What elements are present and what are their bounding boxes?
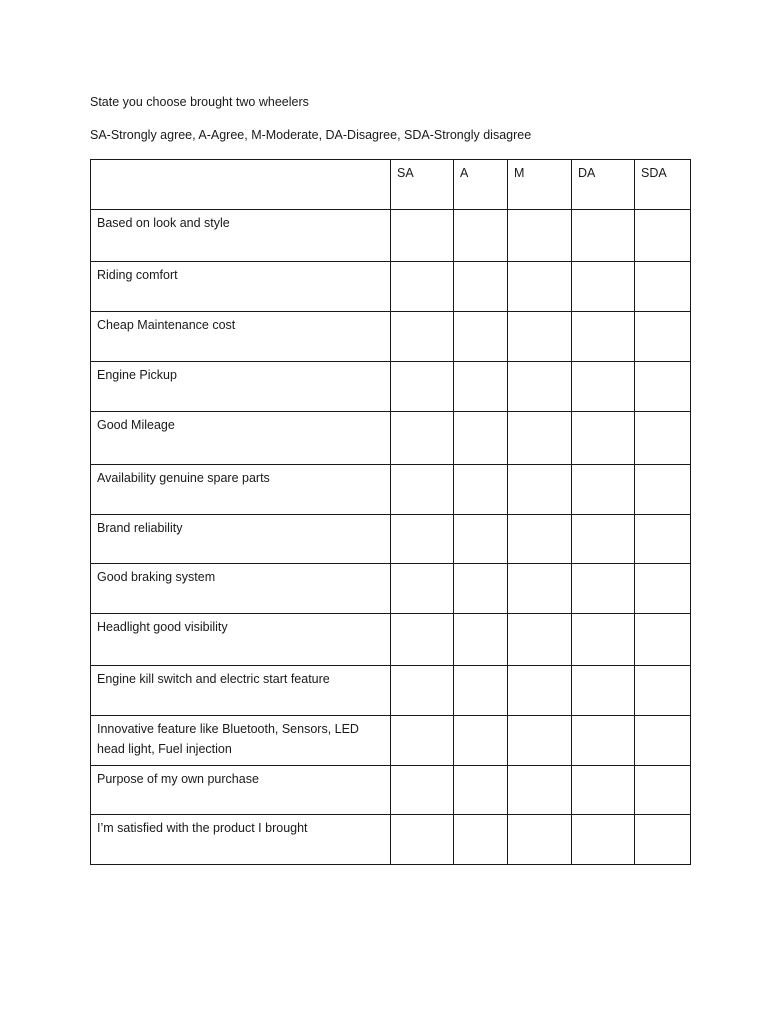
header-corner-cell <box>91 160 391 210</box>
rating-cell-a[interactable] <box>454 666 508 716</box>
rating-cell-m[interactable] <box>508 362 572 412</box>
rating-cell-sa[interactable] <box>391 262 454 312</box>
table-row <box>91 815 691 865</box>
rating-cell-da[interactable] <box>572 666 635 716</box>
rating-cell-da[interactable] <box>572 312 635 362</box>
table-row <box>91 465 691 515</box>
statement-cell: Based on look and style <box>91 210 391 262</box>
rating-cell-sa[interactable] <box>391 766 454 815</box>
rating-cell-a[interactable] <box>454 412 508 465</box>
statement-cell: Availability genuine spare parts <box>91 465 391 515</box>
rating-cell-a[interactable] <box>454 465 508 515</box>
rating-cell-sda[interactable] <box>635 515 691 564</box>
rating-cell-sa[interactable] <box>391 312 454 362</box>
statement-cell: Riding comfort <box>91 262 391 312</box>
statement-cell: Engine kill switch and electric start feature <box>91 666 391 716</box>
rating-cell-m[interactable] <box>508 666 572 716</box>
rating-cell-m[interactable] <box>508 262 572 312</box>
rating-cell-a[interactable] <box>454 815 508 865</box>
rating-cell-a[interactable] <box>454 210 508 262</box>
rating-cell-a[interactable] <box>454 766 508 815</box>
rating-cell-da[interactable] <box>572 412 635 465</box>
statement-cell: Good braking system <box>91 564 391 614</box>
rating-cell-sda[interactable] <box>635 312 691 362</box>
rating-cell-da[interactable] <box>572 515 635 564</box>
table-row <box>91 716 691 766</box>
rating-cell-da[interactable] <box>572 766 635 815</box>
rating-cell-sda[interactable] <box>635 412 691 465</box>
rating-cell-m[interactable] <box>508 412 572 465</box>
rating-cell-sda[interactable] <box>635 666 691 716</box>
instruction-text: State you choose brought two wheelers <box>90 95 309 109</box>
rating-cell-da[interactable] <box>572 262 635 312</box>
rating-cell-m[interactable] <box>508 564 572 614</box>
rating-cell-a[interactable] <box>454 312 508 362</box>
statement-cell: I’m satisfied with the product I brought <box>91 815 391 865</box>
table-row <box>91 210 691 262</box>
header-a: A <box>454 160 508 210</box>
rating-cell-sda[interactable] <box>635 262 691 312</box>
rating-cell-da[interactable] <box>572 362 635 412</box>
statement-cell: Good Mileage <box>91 412 391 465</box>
rating-cell-sa[interactable] <box>391 614 454 666</box>
table-row <box>91 564 691 614</box>
header-m: M <box>508 160 572 210</box>
table-row <box>91 262 691 312</box>
rating-cell-m[interactable] <box>508 515 572 564</box>
table-row <box>91 766 691 815</box>
rating-cell-a[interactable] <box>454 362 508 412</box>
rating-cell-sa[interactable] <box>391 716 454 766</box>
header-sda: SDA <box>635 160 691 210</box>
rating-cell-sa[interactable] <box>391 564 454 614</box>
rating-cell-da[interactable] <box>572 210 635 262</box>
statement-cell: Headlight good visibility <box>91 614 391 666</box>
rating-cell-m[interactable] <box>508 210 572 262</box>
rating-cell-sa[interactable] <box>391 465 454 515</box>
rating-cell-da[interactable] <box>572 614 635 666</box>
rating-cell-da[interactable] <box>572 716 635 766</box>
statement-cell: Brand reliability <box>91 515 391 564</box>
rating-cell-a[interactable] <box>454 716 508 766</box>
statement-cell: Engine Pickup <box>91 362 391 412</box>
table-row <box>91 312 691 362</box>
rating-cell-sa[interactable] <box>391 815 454 865</box>
rating-cell-sda[interactable] <box>635 362 691 412</box>
rating-cell-a[interactable] <box>454 262 508 312</box>
rating-cell-m[interactable] <box>508 614 572 666</box>
rating-cell-sa[interactable] <box>391 515 454 564</box>
table-header-row <box>91 160 691 210</box>
rating-cell-sda[interactable] <box>635 465 691 515</box>
rating-cell-sda[interactable] <box>635 564 691 614</box>
rating-cell-m[interactable] <box>508 465 572 515</box>
statement-cell: Purpose of my own purchase <box>91 766 391 815</box>
rating-cell-sda[interactable] <box>635 210 691 262</box>
table-row <box>91 515 691 564</box>
rating-cell-sa[interactable] <box>391 210 454 262</box>
rating-cell-sda[interactable] <box>635 766 691 815</box>
rating-cell-a[interactable] <box>454 614 508 666</box>
rating-cell-sa[interactable] <box>391 666 454 716</box>
table-row <box>91 362 691 412</box>
rating-cell-da[interactable] <box>572 815 635 865</box>
legend-text: SA-Strongly agree, A-Agree, M-Moderate, DA-Disagree, SDA-Strongly disagree <box>90 128 532 142</box>
survey-table <box>90 159 691 865</box>
rating-cell-sa[interactable] <box>391 412 454 465</box>
rating-cell-da[interactable] <box>572 564 635 614</box>
rating-cell-a[interactable] <box>454 515 508 564</box>
rating-cell-sda[interactable] <box>635 716 691 766</box>
rating-cell-sa[interactable] <box>391 362 454 412</box>
rating-cell-m[interactable] <box>508 766 572 815</box>
table-row <box>91 614 691 666</box>
rating-cell-m[interactable] <box>508 312 572 362</box>
statement-cell: Innovative feature like Bluetooth, Sensors, LED head light, Fuel injection <box>91 716 391 766</box>
rating-cell-da[interactable] <box>572 465 635 515</box>
table-row <box>91 412 691 465</box>
header-sa: SA <box>391 160 454 210</box>
rating-cell-sda[interactable] <box>635 815 691 865</box>
header-da: DA <box>572 160 635 210</box>
rating-cell-m[interactable] <box>508 815 572 865</box>
statement-cell: Cheap Maintenance cost <box>91 312 391 362</box>
rating-cell-a[interactable] <box>454 564 508 614</box>
table-row <box>91 666 691 716</box>
rating-cell-m[interactable] <box>508 716 572 766</box>
rating-cell-sda[interactable] <box>635 614 691 666</box>
